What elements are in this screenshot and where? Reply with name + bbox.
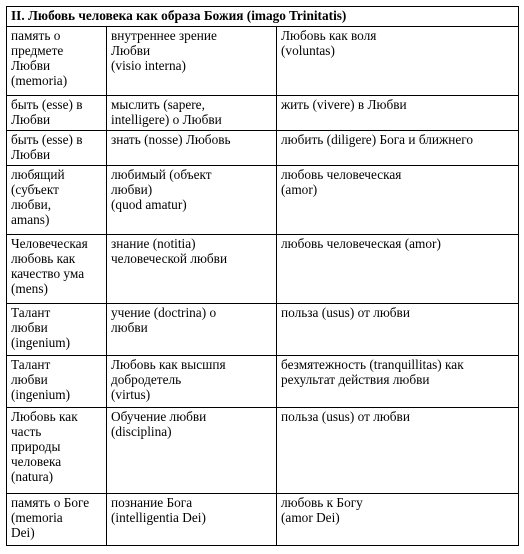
table-row (7, 235, 519, 304)
table-cell (107, 304, 277, 356)
table-cell (277, 408, 519, 494)
cell-text: память о Боге (memoria Dei) (11, 495, 90, 540)
cell-text: Обучение любви (disciplina) (111, 409, 207, 439)
table-cell (107, 96, 277, 131)
table-row (7, 494, 519, 546)
cell-text: Человеческая любовь как качество ума (mens) (11, 236, 88, 296)
table-cell (107, 166, 277, 235)
table-cell (277, 96, 519, 131)
cell-text: любовь к Богу (amor Dei) (281, 495, 363, 525)
cell-text: быть (esse) в Любви (11, 97, 83, 127)
table-cell (7, 494, 107, 546)
table-row (7, 96, 519, 131)
table-cell (277, 494, 519, 546)
table-cell (107, 494, 277, 546)
cell-text: Талант любви (ingenium) (11, 305, 71, 350)
table-cell (277, 27, 519, 96)
cell-text: учение (doctrina) о любви (111, 305, 217, 335)
table-row (7, 356, 519, 408)
cell-text: знать (nosse) Любовь (111, 132, 231, 147)
cell-text: любящий (субъект любви, amans) (11, 167, 65, 227)
table-cell (107, 131, 277, 166)
cell-text: Любовь как высшпя добродетель (virtus) (111, 357, 226, 402)
cell-text: любовь человеческая (amor) (281, 167, 402, 197)
table-cell (277, 131, 519, 166)
table-cell (107, 235, 277, 304)
cell-text: Любовь как воля (voluntas) (281, 28, 377, 58)
cell-text: любимый (объект любви) (quod amatur) (111, 167, 212, 212)
table-cell (7, 131, 107, 166)
table-cell (277, 166, 519, 235)
table-cell (277, 356, 519, 408)
cell-text: жить (vivere) в Любви (281, 97, 407, 112)
table-title-row (7, 7, 519, 27)
table-title: II. Любовь человека как образа Божия (imago Trinitatis) (7, 7, 519, 27)
table-row (7, 408, 519, 494)
cell-text: Талант любви (ingenium) (11, 357, 71, 402)
table-row (7, 131, 519, 166)
cell-text: польза (usus) от любви (281, 305, 410, 320)
table-cell (7, 304, 107, 356)
table-cell (7, 235, 107, 304)
cell-text: быть (esse) в Любви (11, 132, 83, 162)
cell-text: знание (notitia) человеческой любви (111, 236, 228, 266)
table-cell (7, 356, 107, 408)
table-cell (7, 27, 107, 96)
imago-trinitatis-table (6, 6, 519, 546)
table-cell (7, 166, 107, 235)
cell-text: безмятежность (tranquillitas) как рехультат действия любви (281, 357, 464, 387)
table-cell (277, 304, 519, 356)
cell-text: познание Бога (intelligentia Dei) (111, 495, 206, 525)
cell-text: память о предмете Любви (memoria) (11, 28, 68, 88)
cell-text: польза (usus) от любви (281, 409, 410, 424)
table-row (7, 304, 519, 356)
table-row (7, 166, 519, 235)
table-cell (277, 235, 519, 304)
table-cell (7, 408, 107, 494)
table-row (7, 27, 519, 96)
cell-text: любовь человеческая (amor) (281, 236, 441, 251)
cell-text: мыслить (sapere, intelligere) о Любви (111, 97, 222, 127)
cell-text: внутреннее зрение Любви (visio interna) (111, 28, 217, 73)
cell-text: Любовь как часть природы человека (natura) (11, 409, 78, 484)
cell-text: любить (diligere) Бога и ближнего (281, 132, 474, 147)
table-cell (107, 356, 277, 408)
table-cell (107, 27, 277, 96)
table-cell (107, 408, 277, 494)
table-cell (7, 96, 107, 131)
